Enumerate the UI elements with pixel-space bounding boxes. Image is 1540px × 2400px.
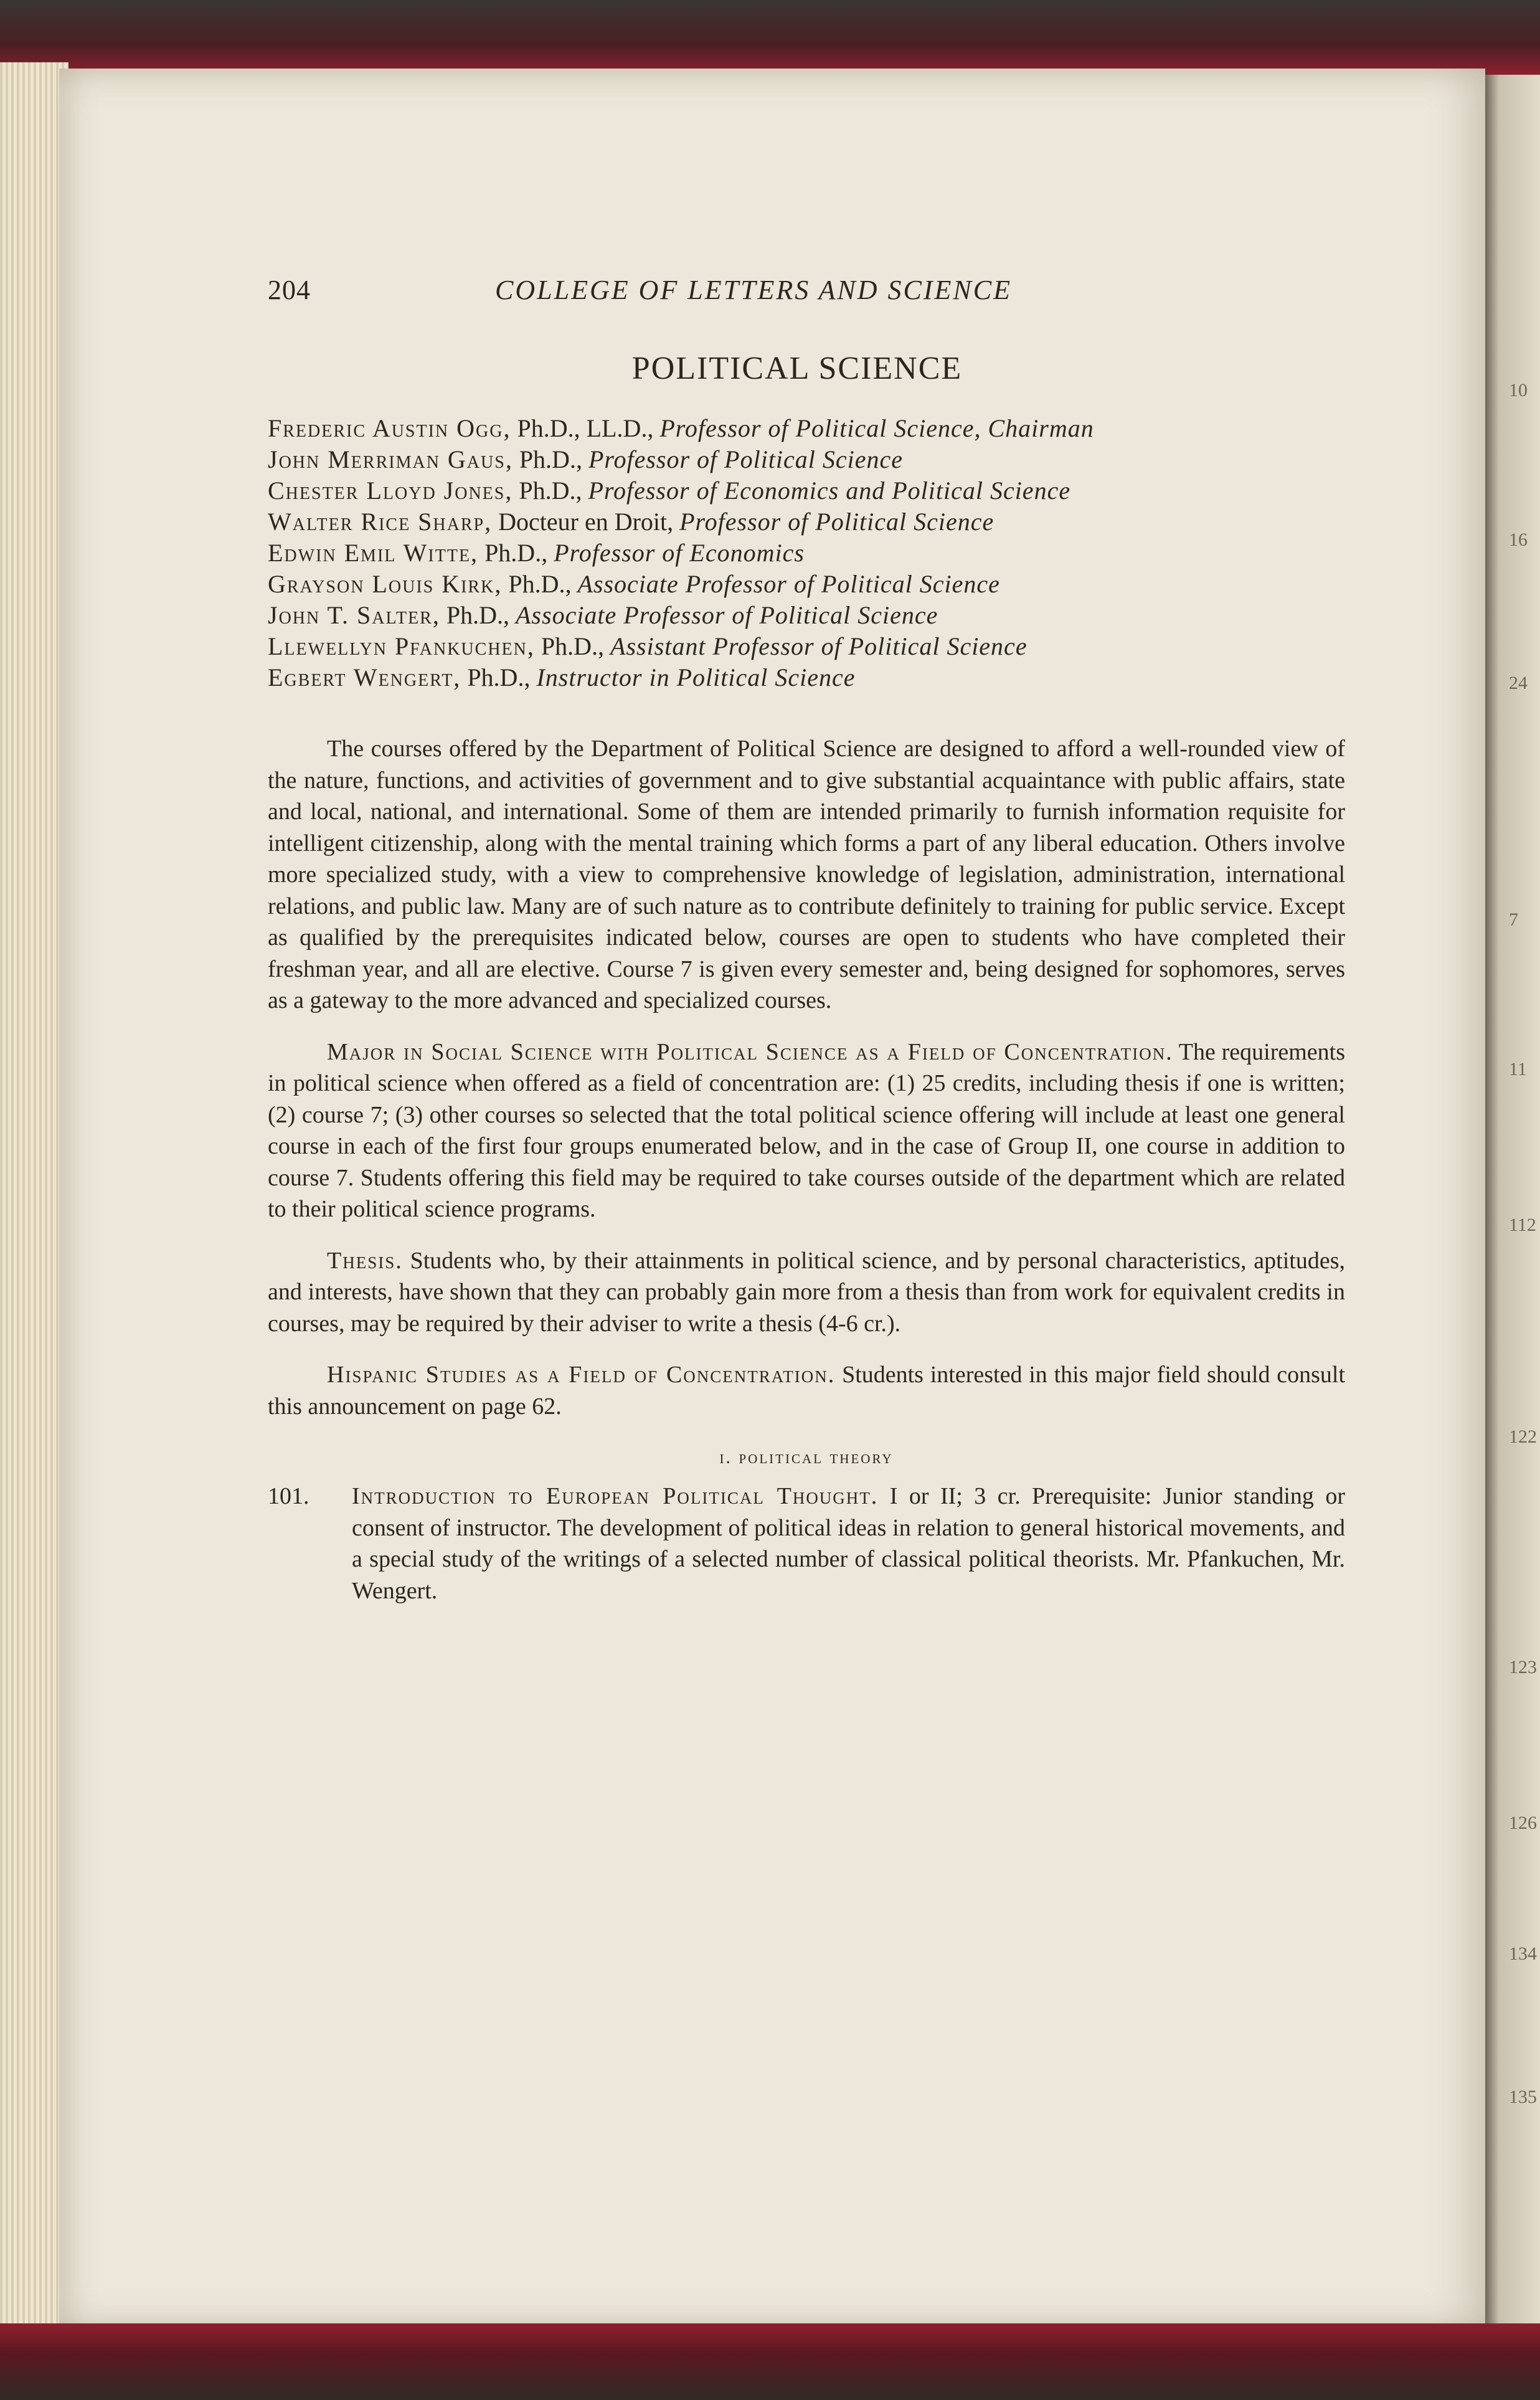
course-description bbox=[352, 1481, 1345, 1606]
course-text: I or II; 3 cr. Prerequisite: Junior standing or consent of instructor. The development of political ideas in relation to general historical movements, and a special study of the writings of a selected number of classical political theorists. Mr. Pfankuchen, Mr. Wengert. bbox=[352, 1483, 1345, 1604]
page-header bbox=[268, 274, 1345, 311]
faculty-list bbox=[268, 413, 1345, 693]
adjacent-page-mark: 24 bbox=[1509, 673, 1528, 693]
course-title: Introduction to European Political Thought. bbox=[352, 1483, 879, 1509]
faculty-degree: Ph.D., bbox=[534, 632, 611, 660]
section-title: POLITICAL SCIENCE bbox=[631, 351, 963, 386]
faculty-entry bbox=[268, 475, 1345, 506]
faculty-degree: Ph.D., bbox=[461, 663, 537, 691]
faculty-name: Edwin Emil Witte, bbox=[268, 539, 479, 567]
faculty-title: Instructor in Political Science bbox=[536, 663, 856, 691]
faculty-degree: Ph.D., LL.D., bbox=[511, 414, 660, 442]
page-content bbox=[268, 274, 1345, 1606]
faculty-title: Professor of Economics and Political Science bbox=[588, 477, 1071, 505]
adjacent-page-mark: 10 bbox=[1509, 380, 1528, 401]
adjacent-page-mark: 135 bbox=[1509, 2087, 1537, 2107]
faculty-degree: Ph.D., bbox=[502, 570, 578, 598]
faculty-name: Grayson Louis Kirk, bbox=[268, 570, 503, 598]
adjacent-page-mark: 134 bbox=[1509, 1943, 1537, 1964]
faculty-name: Egbert Wengert, bbox=[268, 663, 461, 691]
faculty-entry bbox=[268, 506, 1345, 538]
faculty-title: Professor of Political Science bbox=[679, 508, 994, 536]
adjacent-page-mark: 122 bbox=[1509, 1426, 1537, 1447]
page-number: 204 bbox=[268, 275, 311, 305]
adjacent-page-mark: 16 bbox=[1509, 529, 1528, 550]
faculty-degree: Docteur en Droit, bbox=[492, 508, 680, 536]
faculty-degree: Ph.D., bbox=[513, 445, 588, 473]
thesis-heading: Thesis. bbox=[327, 1247, 403, 1274]
faculty-title: Associate Professor of Political Science bbox=[577, 570, 1000, 598]
subsection-title: i. political theory bbox=[719, 1447, 894, 1468]
faculty-entry bbox=[268, 538, 1345, 569]
major-text: The requirements in political science when offered as a field of concentration are: (1) 25 credits, including thesis if one is written; (2) course 7; (3) other courses so selected that the total political science offering will include at least one general course in each of the first four groups enumerated below, and in the case of Group II, one course in addition to course 7. Students offering this field may be required to take courses outside of the department which are related to their political science programs. bbox=[268, 1038, 1346, 1222]
faculty-title: Professor of Economics bbox=[554, 539, 805, 567]
thesis-paragraph bbox=[268, 1245, 1345, 1340]
book-binding-bottom bbox=[0, 2323, 1540, 2400]
adjacent-page-mark: 112 bbox=[1509, 1215, 1536, 1235]
faculty-name: John T. Salter, bbox=[268, 601, 440, 629]
faculty-name: John Merriman Gaus, bbox=[268, 445, 513, 473]
thesis-text: Students who, by their attainments in political science, and by personal characteristics, aptitudes, and interests, have shown that they can probably gain more from a thesis than from work for equivalent credits in courses, may be required by their adviser to write a thesis (4-6 cr.). bbox=[268, 1247, 1345, 1337]
hispanic-text: Students interested in this major field should consult this announcement on page 62. bbox=[268, 1362, 1346, 1420]
faculty-degree: Ph.D., bbox=[478, 539, 554, 567]
faculty-name: Walter Rice Sharp, bbox=[268, 508, 493, 536]
course-entry bbox=[268, 1481, 1345, 1606]
page-edge bbox=[0, 62, 68, 2336]
faculty-title: Professor of Political Science, Chairman bbox=[659, 414, 1094, 442]
hispanic-heading: Hispanic Studies as a Field of Concentration. bbox=[327, 1362, 836, 1388]
faculty-name: Llewellyn Pfankuchen, bbox=[268, 632, 535, 660]
adjacent-page-mark: 126 bbox=[1509, 1813, 1537, 1833]
adjacent-page-mark: 7 bbox=[1509, 909, 1518, 930]
faculty-entry bbox=[268, 600, 1345, 631]
faculty-name: Chester Lloyd Jones, bbox=[268, 477, 513, 505]
faculty-entry bbox=[268, 569, 1345, 600]
running-head: COLLEGE OF LETTERS AND SCIENCE bbox=[495, 275, 1012, 305]
faculty-entry bbox=[268, 631, 1345, 662]
faculty-name: Frederic Austin Ogg, bbox=[268, 414, 511, 442]
hispanic-paragraph bbox=[268, 1359, 1345, 1422]
faculty-title: Assistant Professor of Political Science bbox=[610, 632, 1027, 660]
adjacent-page-mark: 123 bbox=[1509, 1657, 1537, 1677]
major-paragraph bbox=[268, 1036, 1345, 1225]
faculty-entry bbox=[268, 662, 1345, 693]
faculty-degree: Ph.D., bbox=[513, 477, 588, 505]
faculty-degree: Ph.D., bbox=[440, 601, 516, 629]
course-number: 101. bbox=[268, 1483, 309, 1509]
book-binding-top bbox=[0, 0, 1540, 75]
major-heading: Major in Social Science with Political Science as a Field of Concentration. bbox=[327, 1038, 1173, 1065]
faculty-title: Professor of Political Science bbox=[588, 445, 904, 473]
faculty-entry bbox=[268, 444, 1345, 475]
adjacent-page bbox=[1485, 75, 1540, 2330]
faculty-title: Associate Professor of Political Science bbox=[516, 601, 938, 629]
adjacent-page-mark: 11 bbox=[1509, 1059, 1527, 1079]
faculty-entry bbox=[268, 413, 1345, 444]
intro-paragraph: The courses offered by the Department of Political Science are designed to afford a well-rounded view of the nature, functions, and activities of government and to give substantial acquaintance with public affairs, state and local, national, and international. Some of them are intended primarily to furnish information requisite for intelligent citizenship, along with the mental training which forms a part of any liberal education. Others involve more specialized study, with a view to comprehensive knowledge of legislation, administration, international relations, and public law. Many are of such nature as to contribute definitely to training for public service. Except as qualified by the prerequisites indicated below, courses are open to students who have completed their freshman year, and all are elective. Course 7 is given every semester and, being designed for sophomores, serves as a gateway to the more advanced and specialized courses. bbox=[268, 736, 1345, 1013]
